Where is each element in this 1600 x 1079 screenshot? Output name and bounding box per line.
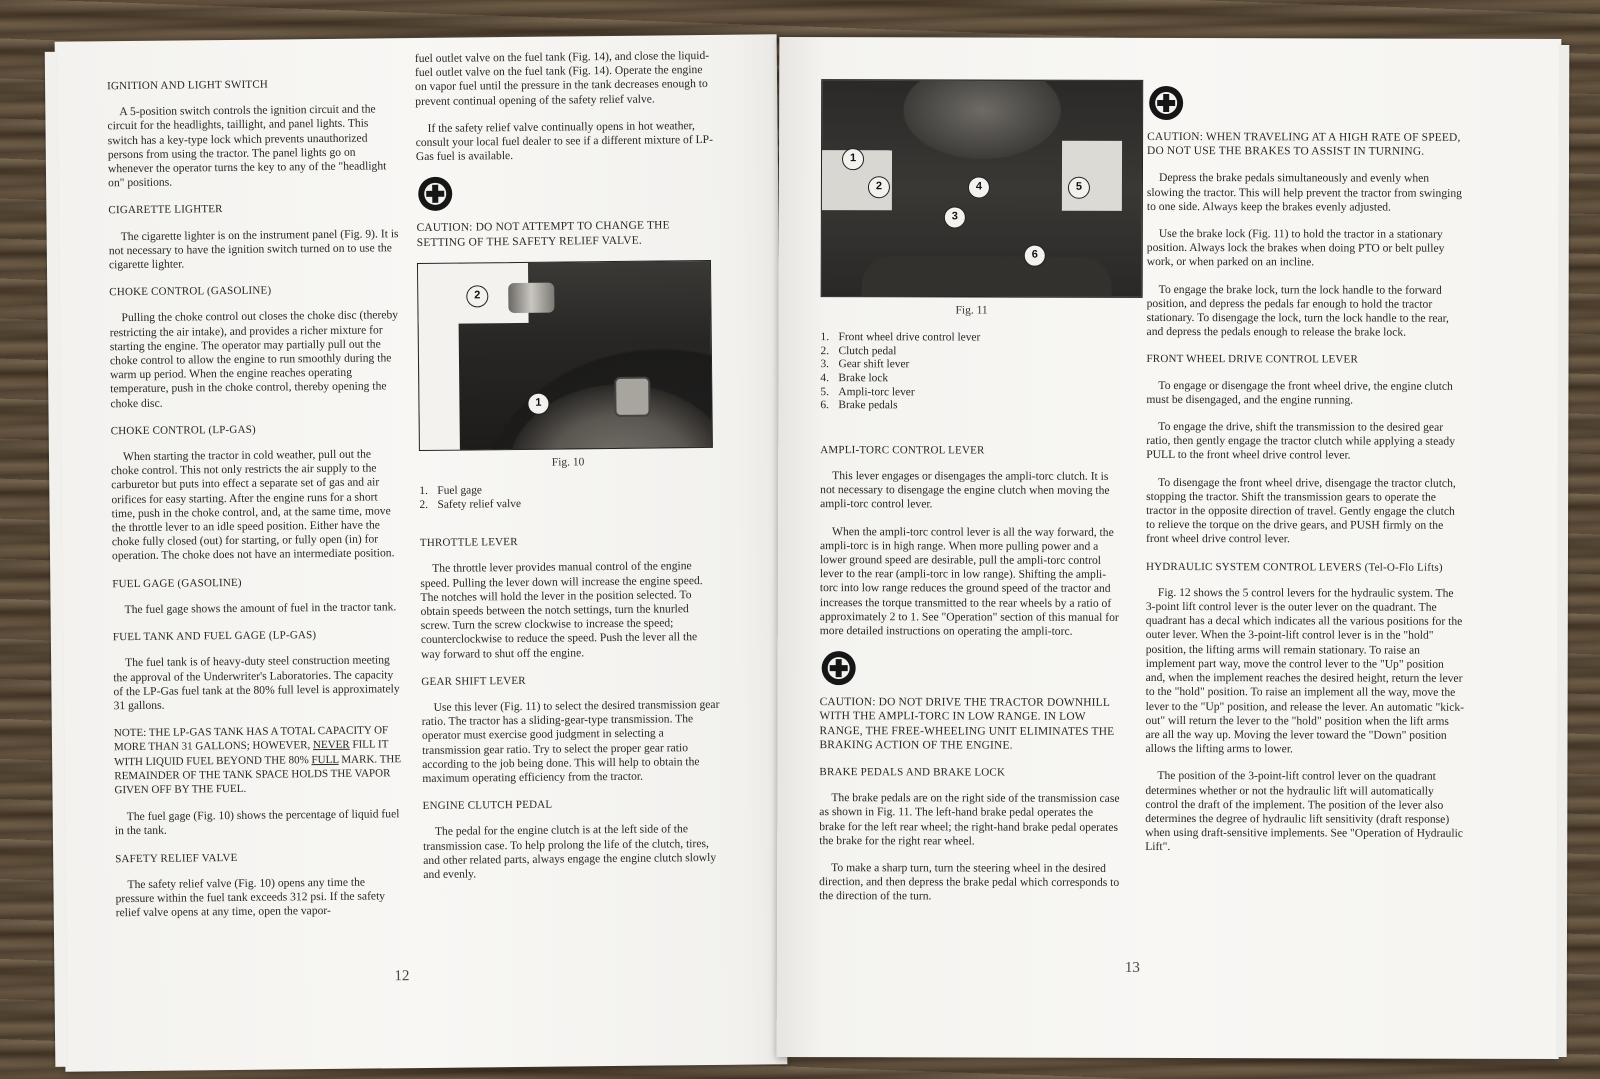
section-heading: CHOKE CONTROL (GASOLINE) — [109, 284, 272, 299]
green-cross-for-safety-icon — [822, 651, 856, 685]
seat-shape — [862, 256, 1112, 297]
paragraph: To disengage the front wheel drive, disengage the tractor clutch, stopping the tractor. Shift the transmission gears to operate the tractor in the opposite direction of travel. Gently engage the clutch to relieve the torque on the drive gears, and PUSH firmly on the front wheel drive control lever. — [1146, 475, 1456, 546]
right-page-column-1 — [819, 79, 1123, 917]
paragraph: When starting the tractor in cold weather, pull out the choke control. This not only restricts the air supply to the carburetor but puts into effect a separate set of gas and air orifices for easy starting. After the engine runs for a short time, push in the choke control, and, at the same time, move the throttle lever to an idle speed position. Either have the choke fully closed (out) for starting, or fully open (in) for operation. The choke does not have an intermediate position. — [111, 447, 395, 563]
paragraph: Depress the brake pedals simultaneously and evenly when slowing the tractor. This will help prevent the tractor from swinging to one side. Always keep the brakes evenly adjusted. — [1146, 171, 1462, 214]
paragraph: If the safety relief valve continually opens in hot weather, consult your local fuel dealer to see if a different mixture of LP-Gas fuel is available. — [415, 118, 714, 164]
paragraph-continued: fuel outlet valve on the fuel tank (Fig. 14), and close the liquid-fuel outlet valve on the fuel tank (Fig. 14). Operate the engine on vapor fuel until the pressure in the tank decreases enough to prevent continual opening of the safety relief valve. — [414, 48, 710, 108]
section-heading: CIGARETTE LIGHTER — [108, 203, 223, 217]
legend-number: 1. — [419, 484, 428, 498]
paragraph: To make a sharp turn, turn the steering wheel in the desired direction, and then depress the brake pedal which corresponds to the direction of the turn. — [819, 861, 1120, 903]
paragraph: The safety relief valve (Fig. 10) opens any time the pressure within the fuel tank exceeds 312 psi. If the safety relief valve opens at any time, open the vapor- — [115, 875, 386, 920]
legend-item — [820, 345, 1122, 359]
figure-caption: Fig. 11 — [955, 304, 988, 317]
figure-10-image — [417, 260, 713, 451]
caution-text: CAUTION: WHEN TRAVELING AT A HIGH RATE OF SPEED, DO NOT USE THE BRAKES TO ASSIST IN TURNING. — [1147, 130, 1461, 158]
legend-number: 6. — [820, 399, 829, 412]
paragraph: A 5-position switch controls the ignition circuit and the circuit for the headlights, taillight, and panel lights. This switch has a key-type lock which prevents unauthorized persons from using the tractor. The panel lights go on whenever the operator turns the key to any of the "headlight on" positions. — [107, 102, 387, 190]
page-number: 12 — [394, 968, 410, 985]
left-page-column-1 — [107, 74, 406, 933]
legend-item — [820, 399, 1122, 413]
callout-3: 3 — [944, 206, 966, 228]
left-page — [55, 34, 788, 1072]
note-underlined: FULL — [311, 753, 339, 766]
figure-legend — [820, 331, 1122, 413]
paragraph: The fuel tank is of heavy-duty steel construction meeting the approval of the Underwriter's Laboratories. The capacity of the LP-Gas fuel tank at the 80% full level is approximately 31 gallons. — [113, 653, 400, 713]
caution-text: CAUTION: DO NOT DRIVE THE TRACTOR DOWNHILL WITH THE AMPLI-TORC IN LOW RANGE. IN LOW RANGE, THE FREE-WHEELING UNIT ELIMINATES THE BRAKING ACTION OF THE ENGINE. — [819, 696, 1115, 752]
fuel-gage-shape — [614, 376, 650, 416]
callout-6: 6 — [1024, 245, 1046, 267]
section-heading: SAFETY RELIEF VALVE — [115, 851, 238, 865]
note-text: FILL IT WITH LIQUID FUEL BEYOND THE 80% — [114, 738, 389, 768]
legend-label: Gear shift lever — [838, 358, 910, 371]
callout-1: 1 — [527, 392, 549, 414]
paragraph: To engage the drive, shift the transmission to the desired gear ratio, then gently engage the tractor clutch while applying a steady PULL to the front wheel drive control lever. — [1146, 420, 1456, 462]
section-heading: ENGINE CLUTCH PEDAL — [422, 798, 553, 813]
section-heading: FUEL GAGE (GASOLINE) — [112, 576, 242, 590]
callout-5: 5 — [1068, 177, 1090, 199]
legend-number: 1. — [820, 331, 830, 344]
legend-number: 4. — [820, 372, 830, 385]
right-page — [777, 37, 1562, 1059]
legend-item — [419, 496, 717, 513]
section-heading: HYDRAULIC SYSTEM CONTROL LEVERS (Tel-O-Flo Lifts) — [1145, 560, 1443, 574]
paragraph: The cigarette lighter is on the instrument panel (Fig. 9). It is not necessary to have the ignition switch turned on to use the cigarette lighter. — [108, 226, 399, 272]
safety-relief-valve-shape — [508, 282, 554, 312]
paragraph: The position of the 3-point-lift control lever on the quadrant determines whether or not the hydraulic lift will automatically control the draft of the implement. The position of the lever also determines the degree of hydraulic lift sensitivity (draft response) when using draft-sensitive implements. See "Operation of Hydraulic Lift". — [1145, 769, 1463, 854]
left-page-column-2 — [415, 49, 722, 895]
legend-label: Brake pedals — [838, 399, 898, 412]
legend-number: 3. — [820, 358, 830, 371]
note-block — [114, 723, 405, 797]
figure-background — [1062, 141, 1122, 211]
legend-number: 2. — [820, 344, 830, 357]
legend-label: Front wheel drive control lever — [838, 331, 981, 344]
paragraph: When the ampli-torc control lever is all the way forward, the ampli-torc is in high range. When more pulling power and a lower ground speed are desirable, pull the ampli-torc control lever to the rear (ampli-torc in low range). Shifting the ampli-torc into low range reduces the ground speed of the tractor and increases the torque transmitted to the rear wheels by a ratio of approximately 2 to 1. See "Operation" section of this manual for more detailed instructions on operating the ampli-torc. — [819, 524, 1119, 638]
legend-item — [821, 331, 1123, 345]
legend-item — [820, 386, 1122, 400]
section-heading: AMPLI-TORC CONTROL LEVER — [820, 443, 985, 457]
figure-caption: Fig. 10 — [551, 456, 585, 469]
page-number: 13 — [1124, 959, 1140, 976]
green-cross-for-safety-icon — [1149, 86, 1183, 120]
paragraph: The fuel gage shows the amount of fuel in the tractor tank. — [124, 600, 397, 616]
callout-1: 1 — [842, 148, 864, 170]
paragraph: The fuel gage (Fig. 10) shows the percentage of liquid fuel in the tank. — [114, 807, 400, 838]
legend-label: Safety relief valve — [437, 497, 522, 511]
note-text: NOTE: THE LP-GAS TANK HAS A TOTAL CAPACITY OF MORE THAN 31 GALLONS; HOWEVER, — [113, 724, 389, 754]
legend-number: 5. — [820, 385, 829, 398]
paragraph: Use this lever (Fig. 11) to select the desired transmission gear ratio. The tractor has a sliding-gear-type transmission. The operator must exercise good judgment in selecting a transmission gear ratio. Try to select the proper gear ratio according to the job being done. This will help to obtain the maximum operating efficiency from the tractor. — [421, 697, 720, 786]
paragraph: The brake pedals are on the right side of the transmission case as shown in Fig. 11. The left-hand brake pedal operates the brake for the left rear wheel; the right-hand brake pedal operates the brake for the right rear wheel. — [819, 791, 1120, 848]
paragraph: Fig. 12 shows the 5 control levers for the hydraulic system. The 3-point lift control lever is the outer lever on the quadrant. The quadrant has a decal which indicates all the various positions for the outer lever. When the 3-point-lift control lever is in the "hold" position, the lifting arms will remain stationary. To raise an implement part way, move the control lever to the "Up" position and, when the implement reaches the desired height, return the lever to the "hold" position. To raise an implement all the way, move the lever to the "Up" position, and release the lever. An automatic "kick-out" will return the lever to the "hold" position when the lift arms are all the way up. Moving the lever toward the "Down" position allows the lifting arms to lower. — [1145, 585, 1465, 756]
section-heading: IGNITION AND LIGHT SWITCH — [107, 78, 269, 93]
legend-label: Brake lock — [838, 372, 889, 385]
caution-text: CAUTION: DO NOT ATTEMPT TO CHANGE THE SETTING OF THE SAFETY RELIEF VALVE. — [416, 219, 670, 249]
legend-label: Clutch pedal — [838, 344, 897, 358]
section-heading: THROTTLE LEVER — [419, 536, 518, 550]
legend-number: 2. — [419, 498, 429, 511]
callout-4: 4 — [968, 176, 990, 198]
section-heading: FUEL TANK AND FUEL GAGE (LP-GAS) — [112, 629, 317, 644]
legend-item — [820, 358, 1122, 372]
note-underlined: NEVER — [312, 739, 350, 752]
right-page-column-2 — [1145, 82, 1467, 868]
green-cross-for-safety-icon — [418, 177, 452, 211]
callout-2: 2 — [868, 176, 890, 198]
figure-legend — [419, 482, 717, 512]
section-heading: CHOKE CONTROL (LP-GAS) — [110, 423, 256, 438]
section-heading: GEAR SHIFT LEVER — [421, 674, 526, 688]
paragraph: The throttle lever provides manual control of the engine speed. Pulling the lever down will increase the engine speed. The notches will hold the lever in the position selected. To obtain speeds between the notch settings, turn the knurled screw. Turn the screw clockwise to increase the speed; counterclockwise to reduce the speed. Push the lever all the way forward to shut off the engine. — [420, 559, 703, 661]
paragraph: Use the brake lock (Fig. 11) to hold the tractor in a stationary position. Always lock the brakes when doing PTO or belt pulley work, or when parked on an incline. — [1146, 226, 1445, 269]
callout-2: 2 — [466, 285, 488, 307]
paragraph: To engage or disengage the front wheel drive, the engine clutch must be disengaged, and the engine running. — [1146, 378, 1453, 407]
section-heading: BRAKE PEDALS AND BRAKE LOCK — [819, 766, 1006, 779]
paragraph: To engage the brake lock, turn the lock handle to the forward position, and depress the pedals far enough to hold the tractor stationary. To disengage the lock, turn the lock handle to the rear, and depress the pedals enough to release the brake lock. — [1146, 282, 1449, 339]
legend-label: Ampli-torc lever — [838, 385, 915, 398]
paragraph: This lever engages or disengages the ampli-torc clutch. It is not necessary to disengage the engine clutch when moving the ampli-torc control lever. — [820, 469, 1110, 511]
legend-item — [820, 372, 1122, 386]
section-heading: FRONT WHEEL DRIVE CONTROL LEVER — [1146, 353, 1359, 366]
legend-label: Fuel gage — [437, 484, 483, 497]
figure-11-image — [821, 79, 1144, 298]
note-text: MARK. THE REMAINDER OF THE TANK SPACE HOLDS THE VAPOR GIVEN OFF BY THE FUEL. — [114, 752, 402, 797]
paragraph: Pulling the choke control out closes the choke disc (thereby restricting the air intake), and provides a richer mixture for starting the engine. The operator may partially pull out the choke control to allow the engine to run smoothly during the warm up period. When the engine reaches operating temperature, push in the choke control, thereby opening the choke disc. — [109, 308, 399, 410]
paragraph: The pedal for the engine clutch is at the left side of the transmission case. To help prolong the life of the clutch, tires, and other related parts, always engage the engine clutch slowly and evenly. — [423, 822, 717, 882]
